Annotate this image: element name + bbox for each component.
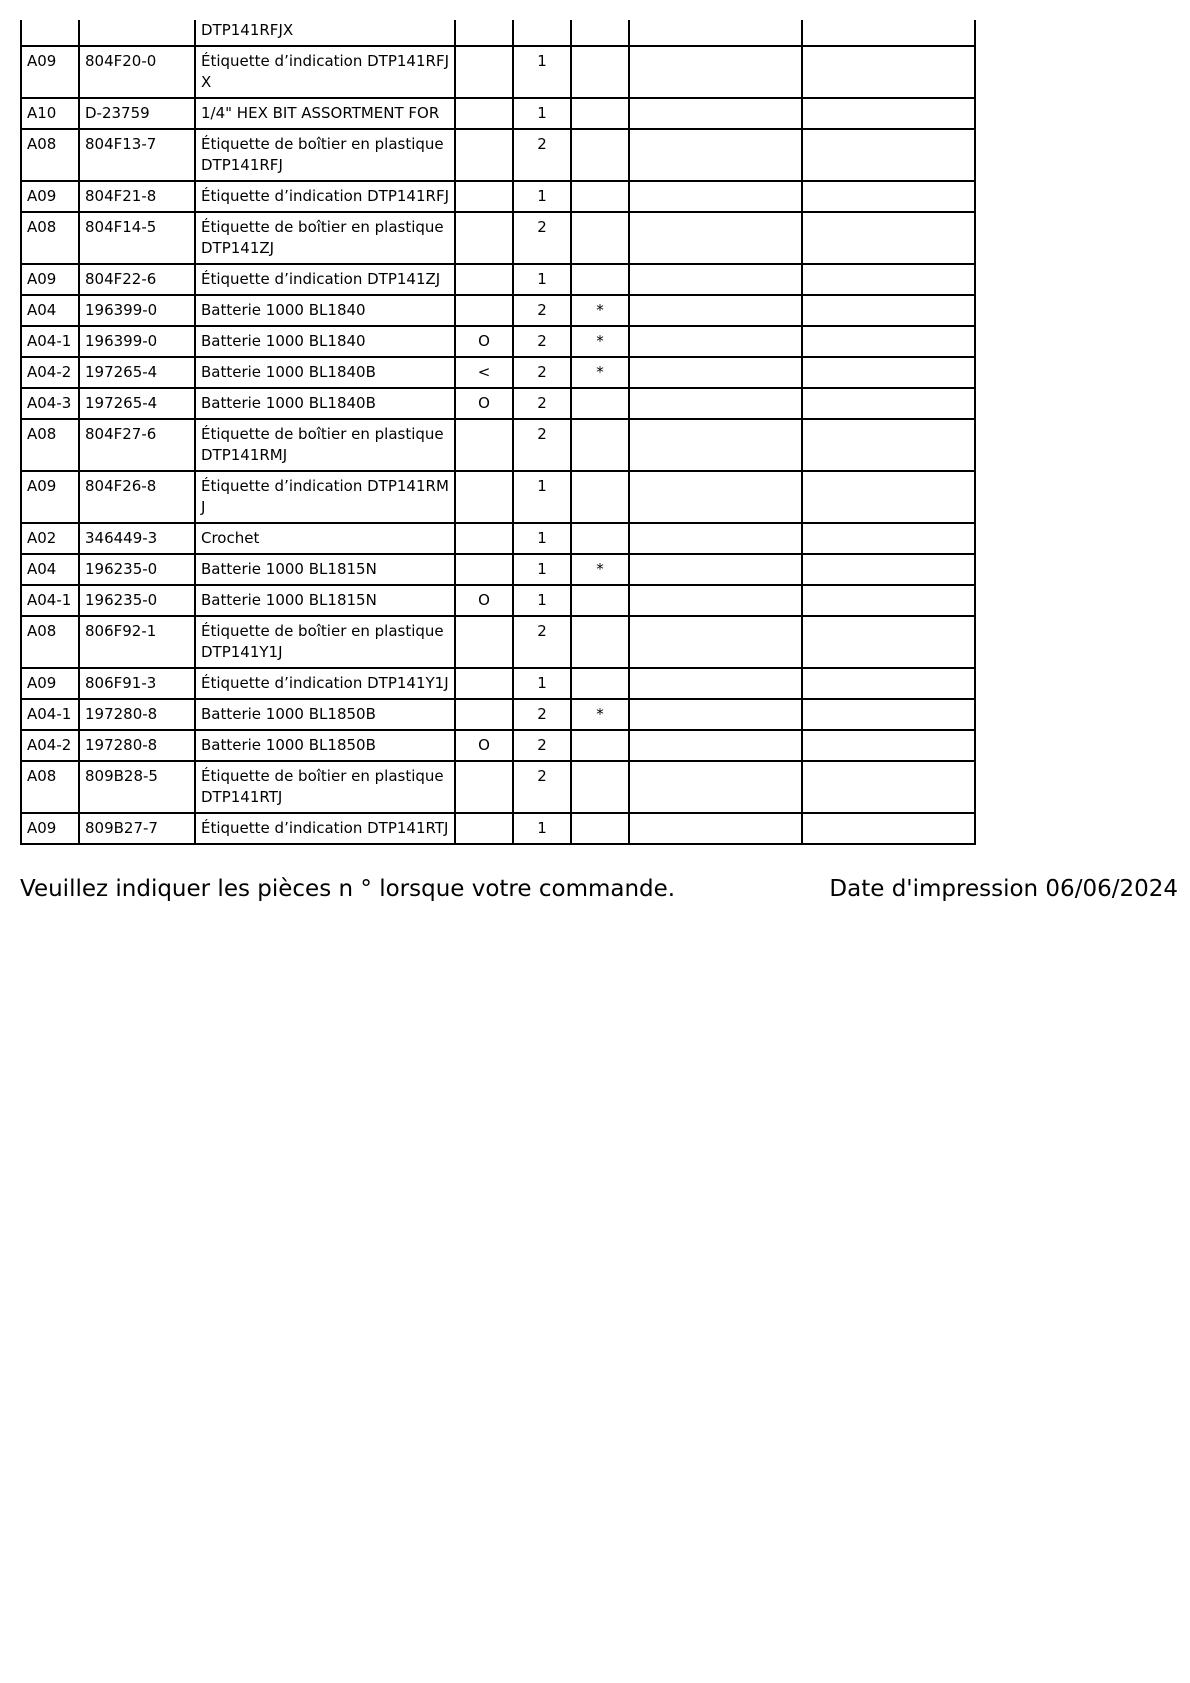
cell-description: Étiquette de boîtier en plastique DTP141ZJ	[195, 212, 455, 264]
cell-description: Étiquette de boîtier en plastique DTP141RMJ	[195, 419, 455, 471]
cell-quantity: 1	[513, 98, 571, 129]
cell-part-number: 197265-4	[79, 357, 195, 388]
cell-note: O	[455, 730, 513, 761]
cell-quantity: 1	[513, 46, 571, 98]
cell-quantity: 2	[513, 212, 571, 264]
cell-extra-2	[802, 326, 975, 357]
cell-part-number: 197280-8	[79, 699, 195, 730]
cell-note	[455, 264, 513, 295]
cell-description: Étiquette d’indication DTP141ZJ	[195, 264, 455, 295]
cell-note	[455, 98, 513, 129]
table-row	[21, 20, 975, 46]
cell-part-number	[79, 20, 195, 46]
cell-part-number: 809B28-5	[79, 761, 195, 813]
cell-part-number: 804F27-6	[79, 419, 195, 471]
cell-quantity	[513, 20, 571, 46]
parts-table-body	[21, 20, 975, 844]
cell-extra-2	[802, 264, 975, 295]
cell-note	[455, 295, 513, 326]
cell-note	[455, 668, 513, 699]
cell-extra-1	[629, 699, 802, 730]
cell-extra-1	[629, 20, 802, 46]
cell-ref: A04-2	[21, 730, 79, 761]
cell-extra-1	[629, 46, 802, 98]
cell-part-number: 196399-0	[79, 295, 195, 326]
cell-quantity: 2	[513, 295, 571, 326]
cell-description: Batterie 1000 BL1840	[195, 326, 455, 357]
cell-extra-2	[802, 471, 975, 523]
cell-extra-1	[629, 264, 802, 295]
cell-note	[455, 212, 513, 264]
cell-extra-2	[802, 616, 975, 668]
cell-description: Étiquette d’indication DTP141RMJ	[195, 471, 455, 523]
cell-part-number: D-23759	[79, 98, 195, 129]
cell-quantity: 2	[513, 730, 571, 761]
cell-ref: A09	[21, 471, 79, 523]
cell-quantity: 1	[513, 554, 571, 585]
cell-note	[455, 554, 513, 585]
cell-ref: A02	[21, 523, 79, 554]
table-row	[21, 554, 975, 585]
cell-ref: A04-1	[21, 699, 79, 730]
cell-quantity: 1	[513, 264, 571, 295]
cell-part-number: 196235-0	[79, 554, 195, 585]
cell-part-number: 809B27-7	[79, 813, 195, 844]
cell-extra-1	[629, 585, 802, 616]
cell-note	[455, 523, 513, 554]
cell-flag	[571, 129, 629, 181]
cell-extra-1	[629, 295, 802, 326]
cell-quantity: 2	[513, 388, 571, 419]
cell-quantity: 2	[513, 419, 571, 471]
cell-extra-2	[802, 730, 975, 761]
cell-flag: *	[571, 295, 629, 326]
cell-flag	[571, 20, 629, 46]
cell-description: Étiquette d’indication DTP141RFJX	[195, 46, 455, 98]
cell-quantity: 2	[513, 129, 571, 181]
cell-extra-1	[629, 730, 802, 761]
table-row	[21, 585, 975, 616]
cell-flag	[571, 616, 629, 668]
cell-ref: A04-3	[21, 388, 79, 419]
cell-quantity: 1	[513, 585, 571, 616]
cell-flag	[571, 46, 629, 98]
cell-description: Étiquette d’indication DTP141RFJ	[195, 181, 455, 212]
cell-extra-2	[802, 761, 975, 813]
cell-quantity: 1	[513, 813, 571, 844]
cell-note	[455, 419, 513, 471]
cell-part-number: 804F21-8	[79, 181, 195, 212]
cell-flag: *	[571, 357, 629, 388]
cell-flag	[571, 264, 629, 295]
cell-extra-2	[802, 98, 975, 129]
cell-description: Batterie 1000 BL1815N	[195, 585, 455, 616]
parts-table	[20, 20, 976, 845]
cell-description: Étiquette d’indication DTP141Y1J	[195, 668, 455, 699]
cell-extra-2	[802, 129, 975, 181]
table-row	[21, 129, 975, 181]
cell-description: Étiquette de boîtier en plastique DTP141RFJ	[195, 129, 455, 181]
cell-extra-2	[802, 523, 975, 554]
cell-flag	[571, 585, 629, 616]
cell-description: Batterie 1000 BL1840B	[195, 357, 455, 388]
cell-ref: A09	[21, 181, 79, 212]
cell-quantity: 1	[513, 668, 571, 699]
cell-ref: A08	[21, 761, 79, 813]
cell-extra-1	[629, 761, 802, 813]
cell-description: Étiquette de boîtier en plastique DTP141RTJ	[195, 761, 455, 813]
cell-ref: A04	[21, 295, 79, 326]
cell-ref: A10	[21, 98, 79, 129]
cell-description: Crochet	[195, 523, 455, 554]
cell-ref: A08	[21, 419, 79, 471]
cell-note	[455, 813, 513, 844]
table-row	[21, 212, 975, 264]
cell-flag	[571, 813, 629, 844]
table-row	[21, 295, 975, 326]
cell-ref: A04	[21, 554, 79, 585]
cell-extra-1	[629, 181, 802, 212]
cell-flag	[571, 668, 629, 699]
cell-part-number: 196399-0	[79, 326, 195, 357]
cell-flag	[571, 730, 629, 761]
cell-note	[455, 616, 513, 668]
cell-extra-2	[802, 388, 975, 419]
cell-ref: A04-1	[21, 585, 79, 616]
cell-extra-1	[629, 554, 802, 585]
cell-part-number: 197265-4	[79, 388, 195, 419]
cell-flag	[571, 419, 629, 471]
cell-note	[455, 20, 513, 46]
cell-extra-2	[802, 20, 975, 46]
cell-description: Batterie 1000 BL1850B	[195, 699, 455, 730]
cell-part-number: 196235-0	[79, 585, 195, 616]
cell-note: O	[455, 585, 513, 616]
table-row	[21, 388, 975, 419]
cell-quantity: 2	[513, 326, 571, 357]
order-instruction-note: Veuillez indiquer les pièces n ° lorsque votre commande.	[20, 876, 676, 902]
cell-flag	[571, 181, 629, 212]
print-date: Date d'impression 06/06/2024	[829, 876, 1178, 902]
cell-flag: *	[571, 699, 629, 730]
cell-note: O	[455, 326, 513, 357]
cell-extra-2	[802, 357, 975, 388]
cell-part-number: 804F20-0	[79, 46, 195, 98]
cell-flag: *	[571, 554, 629, 585]
cell-part-number: 197280-8	[79, 730, 195, 761]
cell-extra-1	[629, 471, 802, 523]
table-row	[21, 46, 975, 98]
cell-extra-1	[629, 813, 802, 844]
cell-quantity: 2	[513, 616, 571, 668]
cell-note	[455, 761, 513, 813]
table-row	[21, 357, 975, 388]
cell-note	[455, 129, 513, 181]
cell-part-number: 804F14-5	[79, 212, 195, 264]
table-row	[21, 326, 975, 357]
cell-extra-1	[629, 129, 802, 181]
cell-flag	[571, 98, 629, 129]
cell-ref: A04-1	[21, 326, 79, 357]
cell-extra-2	[802, 554, 975, 585]
table-row	[21, 668, 975, 699]
table-row	[21, 730, 975, 761]
cell-part-number: 804F22-6	[79, 264, 195, 295]
table-row	[21, 616, 975, 668]
cell-flag	[571, 761, 629, 813]
cell-ref: A08	[21, 129, 79, 181]
cell-extra-2	[802, 212, 975, 264]
cell-flag	[571, 388, 629, 419]
cell-note: <	[455, 357, 513, 388]
cell-quantity: 2	[513, 357, 571, 388]
cell-part-number: 804F13-7	[79, 129, 195, 181]
cell-quantity: 1	[513, 471, 571, 523]
cell-flag	[571, 471, 629, 523]
cell-extra-2	[802, 699, 975, 730]
table-row	[21, 98, 975, 129]
cell-extra-2	[802, 419, 975, 471]
table-row	[21, 761, 975, 813]
cell-extra-1	[629, 326, 802, 357]
cell-description: Batterie 1000 BL1840B	[195, 388, 455, 419]
table-row	[21, 471, 975, 523]
table-row	[21, 523, 975, 554]
cell-extra-1	[629, 616, 802, 668]
cell-ref: A09	[21, 813, 79, 844]
cell-ref: A08	[21, 212, 79, 264]
cell-part-number: 346449-3	[79, 523, 195, 554]
cell-description: 1/4" HEX BIT ASSORTMENT FOR	[195, 98, 455, 129]
cell-extra-2	[802, 585, 975, 616]
cell-description: Batterie 1000 BL1850B	[195, 730, 455, 761]
cell-description: Étiquette de boîtier en plastique DTP141Y1J	[195, 616, 455, 668]
cell-ref: A09	[21, 264, 79, 295]
cell-quantity: 1	[513, 181, 571, 212]
cell-extra-2	[802, 813, 975, 844]
cell-extra-2	[802, 668, 975, 699]
cell-description: DTP141RFJX	[195, 20, 455, 46]
cell-description: Batterie 1000 BL1815N	[195, 554, 455, 585]
cell-extra-2	[802, 46, 975, 98]
cell-ref: A09	[21, 668, 79, 699]
table-row	[21, 419, 975, 471]
cell-flag	[571, 212, 629, 264]
cell-part-number: 806F91-3	[79, 668, 195, 699]
cell-extra-1	[629, 98, 802, 129]
cell-extra-2	[802, 295, 975, 326]
cell-flag: *	[571, 326, 629, 357]
cell-extra-1	[629, 419, 802, 471]
cell-extra-1	[629, 668, 802, 699]
table-row	[21, 813, 975, 844]
cell-ref: A08	[21, 616, 79, 668]
cell-description: Batterie 1000 BL1840	[195, 295, 455, 326]
cell-quantity: 2	[513, 761, 571, 813]
table-row	[21, 699, 975, 730]
cell-note	[455, 699, 513, 730]
cell-extra-2	[802, 181, 975, 212]
cell-flag	[571, 523, 629, 554]
cell-note	[455, 471, 513, 523]
cell-part-number: 804F26-8	[79, 471, 195, 523]
cell-note	[455, 181, 513, 212]
cell-ref: A04-2	[21, 357, 79, 388]
cell-extra-1	[629, 523, 802, 554]
cell-ref: A09	[21, 46, 79, 98]
cell-extra-1	[629, 357, 802, 388]
cell-part-number: 806F92-1	[79, 616, 195, 668]
cell-description: Étiquette d’indication DTP141RTJ	[195, 813, 455, 844]
table-row	[21, 264, 975, 295]
table-row	[21, 181, 975, 212]
cell-quantity: 1	[513, 523, 571, 554]
cell-ref	[21, 20, 79, 46]
cell-extra-1	[629, 212, 802, 264]
cell-note	[455, 46, 513, 98]
cell-note: O	[455, 388, 513, 419]
cell-extra-1	[629, 388, 802, 419]
cell-quantity: 2	[513, 699, 571, 730]
